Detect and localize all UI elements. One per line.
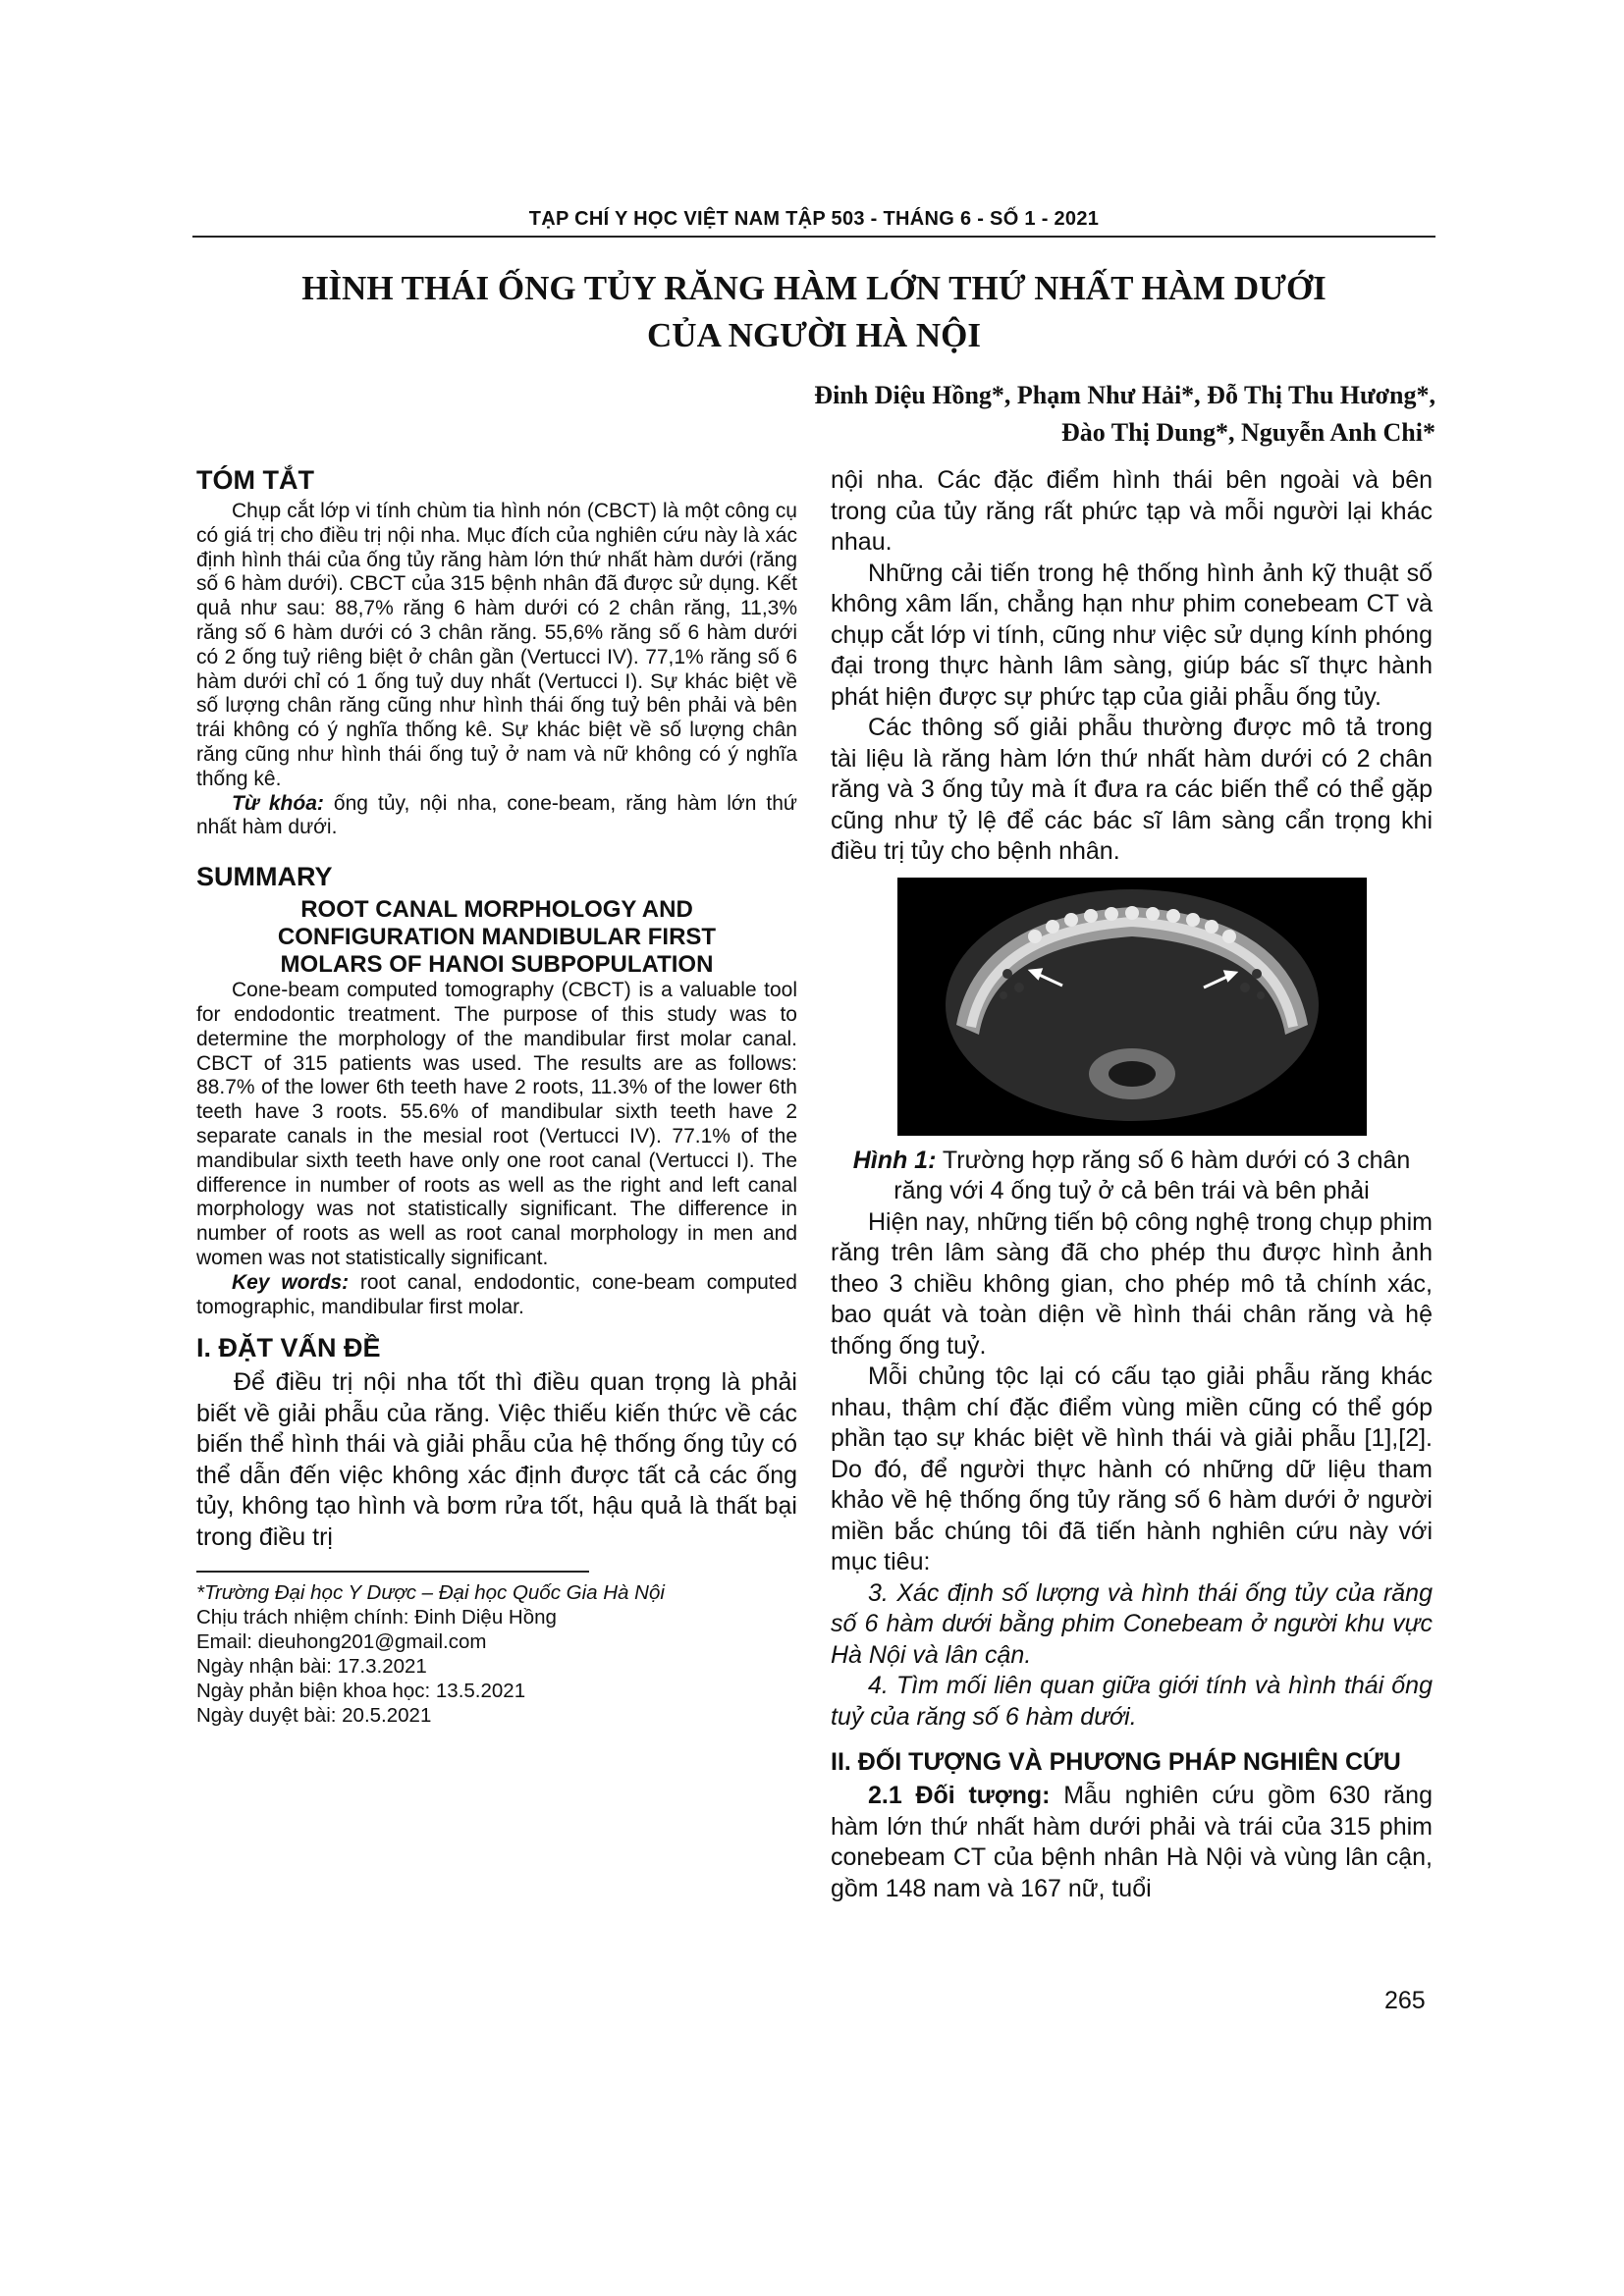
keywords-label: Từ khóa:: [232, 791, 324, 815]
summary-title: [196, 896, 797, 979]
title-line-2: CỦA NGƯỜI HÀ NỘI: [647, 316, 981, 354]
footnote-approved: Ngày duyệt bài: 20.5.2021: [196, 1704, 432, 1728]
figure-label: Hình 1:: [852, 1146, 937, 1174]
section-2-paragraph: [831, 1781, 1433, 1904]
authors: [814, 377, 1435, 452]
figure-caption-text: Trường hợp răng số 6 hàm dưới có 3 chân răng với 4 ống tuỷ ở cả bên trái và bên phải: [893, 1146, 1411, 1204]
section-1-paragraph-4: Hiện nay, những tiến bộ công nghệ trong chụp phim răng trên lâm sàng đã cho phép thu được hình ảnh theo 3 chiều không gian, cho phép mô tả chính xác, bao quát và toàn diện về hình thái chân răng và hệ thống ống tuỷ.: [831, 1207, 1433, 1360]
footnote-email: Email: dieuhong201@gmail.com: [196, 1630, 487, 1654]
summary-title-line-1: ROOT CANAL MORPHOLOGY AND: [300, 896, 693, 924]
objective-3: 3. Xác định số lượng và hình thái ống tủy của răng số 6 hàm dưới bằng phim Conebeam ở người khu vực Hà Nội và lân cận.: [831, 1578, 1433, 1669]
section-1-paragraph-1: Để điều trị nội nha tốt thì điều quan trọng là phải biết về giải phẫu của răng. Việc thiếu kiến thức về các biến thể hình thái và giải phẫu của hệ thống ống tủy có thể dẫn đến việc không xác định được tất cả các ống tủy, không tạo hình và bơm rửa tốt, hậu quả là thất bại trong điều trị: [196, 1368, 797, 1551]
summary-heading: SUMMARY: [196, 862, 333, 892]
abstract-keywords: [196, 792, 797, 841]
section-1-paragraph-5: Mỗi chủng tộc lại có cấu tạo giải phẫu răng khác nhau, thậm chí đặc điểm vùng miền cũng có thể góp phần tạo sự khác biệt về hình thái và giải phẫu [1],[2]. Do đó, để người thực hành có những dữ liệu tham khảo về hệ thống ống tủy răng số 6 hàm dưới ở người miền bắc chúng tôi đã tiến hành nghiên cứu này với mục tiêu:: [831, 1362, 1433, 1575]
header-rule: [192, 236, 1435, 238]
summary-keywords-label: Key words:: [232, 1270, 350, 1294]
page-number: 265: [1384, 1987, 1426, 2014]
left-column: [196, 465, 797, 1728]
section-1-paragraph-1-continued: nội nha. Các đặc điểm hình thái bên ngoài và bên trong của tủy răng rất phức tạp và mỗi người lại khác nhau.: [831, 466, 1433, 556]
figure-caption: [831, 1146, 1433, 1207]
section-1-heading: I. ĐẶT VẤN ĐỀ: [196, 1333, 381, 1363]
footnote-reviewed: Ngày phản biện khoa học: 13.5.2021: [196, 1680, 526, 1703]
summary-title-line-2: CONFIGURATION MANDIBULAR FIRST: [277, 924, 717, 951]
summary-keywords-text: root canal, endodontic, cone-beam computed tomographic, mandibular first molar.: [196, 1270, 797, 1318]
keywords-text: ống tủy, nội nha, cone-beam, răng hàm lớn thứ nhất hàm dưới.: [196, 791, 797, 839]
authors-line-2: Đào Thị Dung*, Nguyễn Anh Chi*: [1061, 418, 1435, 447]
summary-title-line-3: MOLARS OF HANOI SUBPOPULATION: [280, 951, 714, 979]
footnote-responsible: Chịu trách nhiệm chính: Đinh Diệu Hồng: [196, 1606, 557, 1629]
section-1-paragraph-3: Các thông số giải phẫu thường được mô tả trong tài liệu là răng hàm lớn thứ nhất hàm dưới có 2 chân răng và 3 ống tủy mà ít đưa ra các biến thể có thể gặp cũng như tỷ lệ để các bác sĩ lâm sàng cẩn trọng khi điều trị tủy cho bệnh nhân.: [831, 714, 1433, 865]
subsection-text: Mẫu nghiên cứu gồm 630 răng hàm lớn thứ nhất hàm dưới phải và trái của 315 phim conebeam CT của bệnh nhân Hà Nội và vùng lân cận, gồm 148 nam và 167 nữ, tuổi: [831, 1782, 1433, 1902]
abstract-heading: TÓM TẮT: [196, 465, 314, 495]
abstract-text: Chụp cắt lớp vi tính chùm tia hình nón (CBCT) là một công cụ có giá trị cho điều trị nội nha. Mục đích của nghiên cứu này là xác định hình thái của ống tủy răng hàm lớn thứ nhất hàm dưới (răng số 6 hàm dưới). CBCT của 315 bệnh nhân đã được sử dụng. Kết quả như sau: 88,7% răng 6 hàm dưới có 2 chân răng, 11,3% răng số 6 hàm dưới có 3 chân răng. 55,6% răng số 6 hàm dưới có 2 ống tuỷ riêng biệt ở chân gần (Vertucci IV). 77,1% răng số 6 hàm dưới chỉ có 1 ống tuỷ duy nhất (Vertucci I). Sự khác biệt về số lượng chân răng cũng như hình thái ống tuỷ bên phải và bên trái không có ý nghĩa thống kê. Sự khác biệt về số lượng chân răng cũng như hình thái ống tuỷ ở nam và nữ không có ý nghĩa thống kê.: [196, 500, 797, 790]
footnote-affiliation: *Trường Đại học Y Dược – Đại học Quốc Gia Hà Nội: [196, 1581, 665, 1605]
footnote: [196, 1580, 797, 1728]
footnote-rule: [196, 1571, 589, 1573]
section-1-paragraph-2: Những cải tiến trong hệ thống hình ảnh kỹ thuật số không xâm lấn, chẳng hạn như phim conebeam CT và chụp cắt lớp vi tính, cũng như việc sử dụng kính phóng đại trong thực hành lâm sàng, giúp bác sĩ thực hành phát hiện được sự phức tạp của giải phẫu ống tủy.: [831, 559, 1433, 711]
summary-keywords: [196, 1271, 797, 1320]
journal-header: TẠP CHÍ Y HỌC VIỆT NAM TẬP 503 - THÁNG 6 - SỐ 1 - 2021: [528, 208, 1100, 230]
footnote-received: Ngày nhận bài: 17.3.2021: [196, 1655, 427, 1679]
right-column: [831, 465, 1433, 1904]
cbct-figure: [897, 878, 1367, 1136]
summary-text: Cone-beam computed tomography (CBCT) is a valuable tool for endodontic treatment. The purpose of this study was to determine the morphology of the mandibular first molar canal. CBCT of 315 patients was used. The results are as follows: 88.7% of the lower 6th teeth have 2 roots, 11.3% of the lower 6th teeth have 3 roots. 55.6% of mandibular sixth teeth have 2 separate canals in the mesial root (Vertucci IV). 77.1% of the mandibular sixth teeth have only one root canal (Vertucci I). The difference in number of roots as well as the right and left canal morphology was not statistically significant. The difference in number of roots as well as root canal morphology in men and women was not statistically significant.: [196, 979, 797, 1269]
section-2-heading: II. ĐỐI TƯỢNG VÀ PHƯƠNG PHÁP NGHIÊN CỨU: [831, 1748, 1401, 1776]
title-line-1: HÌNH THÁI ỐNG TỦY RĂNG HÀM LỚN THỨ NHẤT HÀM DƯỚI: [301, 269, 1326, 307]
authors-line-1: Đinh Diệu Hồng*, Phạm Như Hải*, Đỗ Thị Thu Hương*,: [814, 381, 1435, 409]
paper-title: [192, 265, 1435, 359]
objective-4: 4. Tìm mối liên quan giữa giới tính và hình thái ống tuỷ của răng số 6 hàm dưới.: [831, 1672, 1433, 1731]
subsection-label: 2.1 Đối tượng:: [868, 1782, 1051, 1809]
